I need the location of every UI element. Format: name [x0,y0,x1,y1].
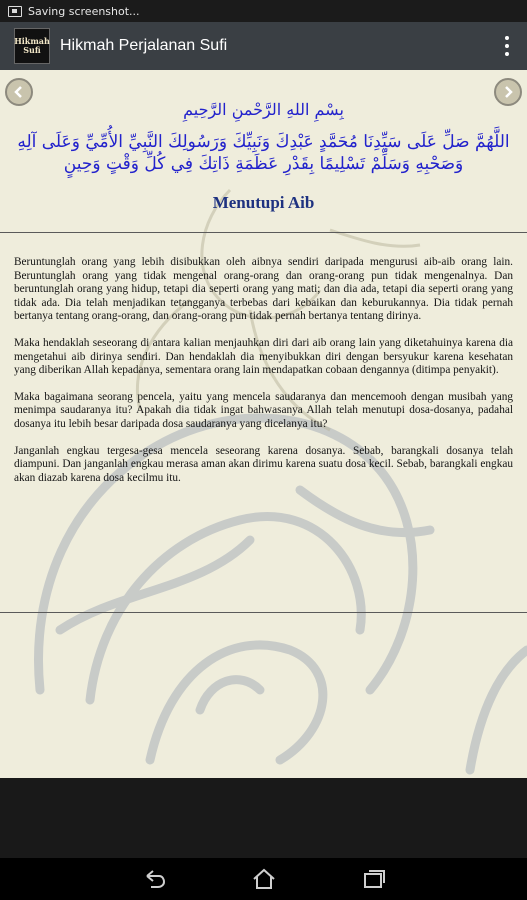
paragraph: Maka hendaklah seseorang di antara kalian menjauhkan diri dari aib orang lain yang diketahuinya karena dia mengetahui aib dirinya sendiri. Dan hendaklah dia menyibukkan diri dengan bersyukur karena kesehatan yang diberikan Allah kepadanya, sementara orang lain mendapatkan cobaan dengannya (ditimpa penyakit). [14,336,513,377]
recents-icon[interactable] [361,868,387,890]
status-bar [0,0,527,22]
app-title: Hikmah Perjalanan Sufi [60,37,228,54]
paragraph: Maka bagaimana seorang pencela, yaitu yang mencela saudaranya dan mencemooh dengan musibah yang menimpa saudaranya itu? Apakah dia tidak ingat bahwasanya Allah telah menutupi dosa-dosanya, padahal dosanya itu lebih besar daripada dosa saudaranya yang dicelanya itu? [14,390,513,430]
salawat-line-2: وَصَحْبِهِ وَسَلِّمْ تَسْلِيمًا بِقَدْرِ عَظَمَةِ ذَاتِكَ فِي كُلِّ وَقْتٍ وَحِينٍ [63,154,464,174]
chevron-left-icon [12,85,26,99]
salawat-text [14,131,513,175]
article-body [14,256,513,498]
app-logo-line2: Sufi [23,45,41,55]
salawat-line-1: اللَّهُمَّ صَلِّ عَلَى سَيِّدِنَا مُحَمَّدٍ عَبْدِكَ وَنَبِيِّكَ وَرَسُولِكَ النَّبِيِّ الأُمِّيِّ وَعَلَى آلِهِ [17,132,510,152]
article-title: Menutupi Aib [212,193,315,212]
chevron-right-icon [501,85,515,99]
screenshot-icon [8,6,22,17]
app-logo-line1: Hikmah [14,36,50,46]
article-view[interactable] [0,70,527,778]
overflow-menu-icon[interactable] [505,36,511,56]
bottom-divider [0,612,527,613]
empty-footer-area [0,778,527,858]
paragraph: Janganlah engkau tergesa-gesa mencela seseorang karena dosanya. Sebab, barangkali dosanya telah diampuni. Dan janganlah engkau merasa aman akan dirimu karena suatu dosa kecil. Sebab, barangkali engkau akan diazab karena dosa kecilmu itu. [14,444,513,484]
top-divider [0,232,527,233]
home-icon[interactable] [251,868,277,890]
app-logo[interactable] [14,28,50,64]
paragraph: Beruntunglah orang yang lebih disibukkan oleh aibnya sendiri daripada mengurusi aib-aib orang lain. Beruntunglah orang yang tidak mengenal orang-orang dan orang-orang pun tidak mengenalnya. Dan beruntunglah orang yang hidup, tetapi dia seperti orang yang mati; dan dia ada, tetapi dia seperti orang yang tidak ada. Dia telah menjadikan tetangganya terbebas dari kebaikan dan keburukannya. Dia tidak pernah bertanya tentang orang-orang, dan orang-orang pun tidak pernah bertanya tentang dirinya. [14,256,513,323]
basmala-text: بِسْمِ اللهِ الرَّحْمنِ الرَّحِيمِ [183,100,344,119]
action-bar [0,22,527,70]
system-nav-bar [0,858,527,900]
status-text: Saving screenshot... [28,4,140,18]
back-icon[interactable] [141,868,167,890]
